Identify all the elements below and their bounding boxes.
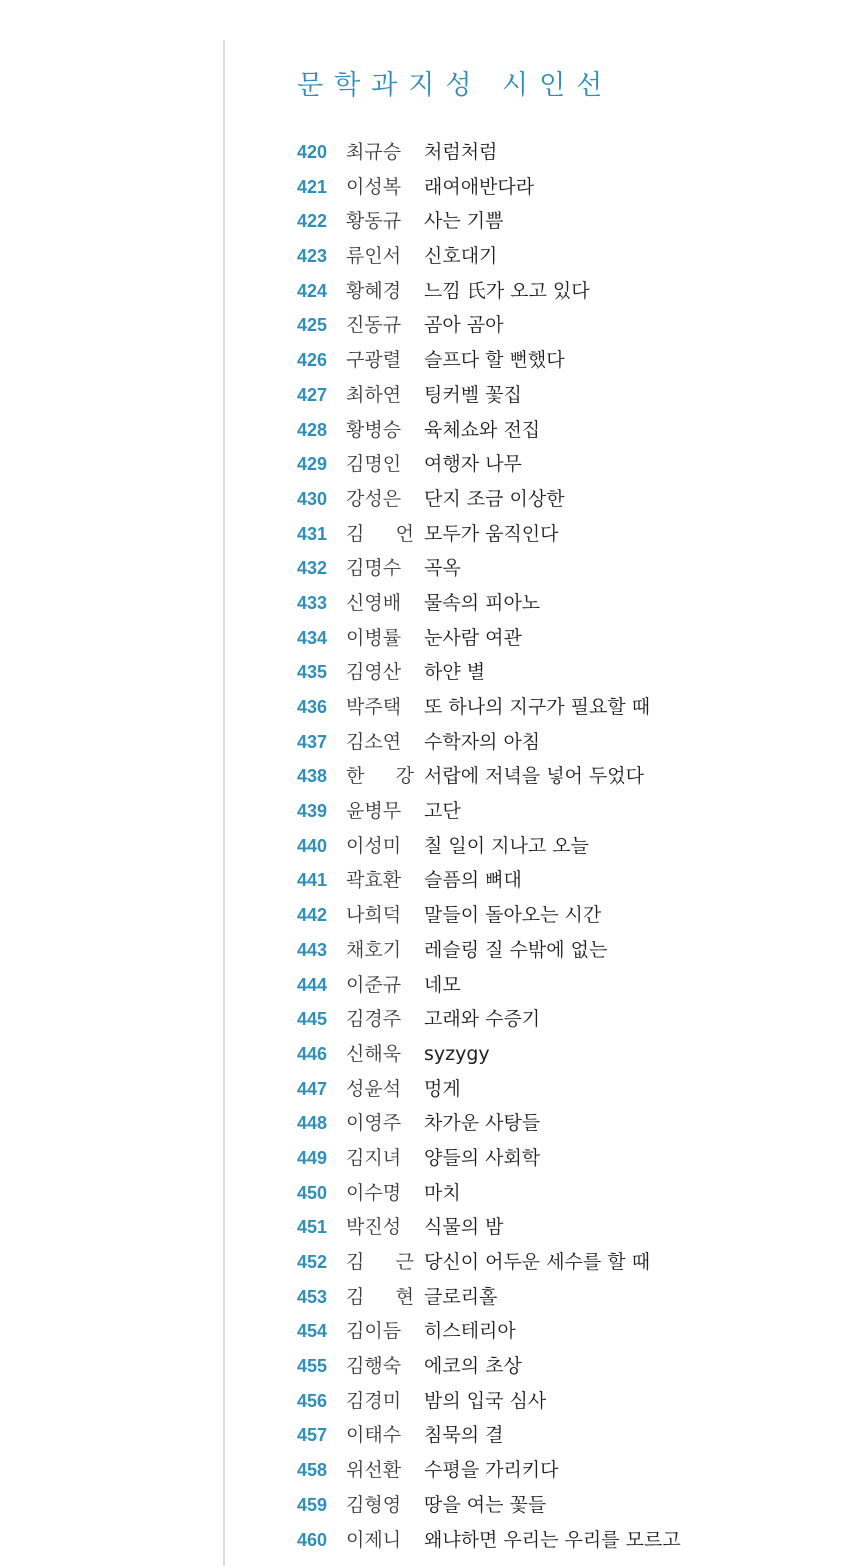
book-author: 김행숙 [346, 1355, 402, 1378]
book-number: 428 [297, 419, 328, 440]
book-list-item [297, 447, 837, 482]
book-list-item [297, 170, 837, 205]
book-title: 마치 [424, 1181, 461, 1204]
book-number: 443 [297, 939, 328, 960]
book-number: 424 [297, 280, 328, 301]
book-number: 432 [297, 558, 328, 579]
book-list-item [297, 378, 837, 413]
book-number: 456 [297, 1390, 328, 1411]
book-author: 나희덕 [346, 904, 402, 927]
book-list-item [297, 933, 837, 968]
book-number: 448 [297, 1113, 328, 1134]
book-list-item [297, 239, 837, 274]
book-author: 최하연 [346, 383, 402, 406]
book-number: 459 [297, 1494, 328, 1515]
book-author: 김소연 [346, 730, 402, 753]
book-list-item [297, 968, 837, 1003]
book-list-item [297, 794, 837, 829]
book-number: 444 [297, 974, 328, 995]
book-title: 당신이 어두운 세수를 할 때 [424, 1251, 651, 1273]
book-list-item [297, 1106, 837, 1141]
book-author: 김경미 [346, 1389, 402, 1412]
book-number: 422 [297, 211, 328, 232]
book-author: 김 근 [346, 1251, 414, 1273]
book-author: 한 강 [346, 765, 414, 788]
book-title: 침묵의 결 [424, 1424, 504, 1447]
book-author: 이병률 [346, 626, 402, 649]
book-title: 신호대기 [424, 245, 498, 268]
book-title: 왜냐하면 우리는 우리를 모르고 [424, 1528, 681, 1551]
book-author: 김경주 [346, 1008, 402, 1031]
book-list-item [297, 898, 837, 933]
book-title: 멍게 [424, 1077, 461, 1100]
book-number: 439 [297, 801, 328, 822]
book-number: 434 [297, 627, 328, 648]
book-author: 이성복 [346, 175, 402, 198]
book-number: 453 [297, 1286, 328, 1307]
book-title: 네모 [424, 973, 461, 996]
book-list-item [297, 274, 837, 309]
book-number: 431 [297, 523, 328, 544]
book-title: 곡옥 [424, 557, 461, 580]
book-list [297, 135, 837, 1557]
book-number: 442 [297, 905, 328, 926]
book-title: 슬픔의 뼈대 [424, 869, 522, 892]
book-title: 육체쇼와 전집 [424, 418, 541, 441]
book-number: 455 [297, 1356, 328, 1377]
book-author: 황혜경 [346, 279, 402, 302]
book-number: 457 [297, 1425, 328, 1446]
book-number: 430 [297, 488, 328, 509]
book-title: 레슬링 질 수밖에 없는 [424, 938, 608, 961]
book-list-item [297, 135, 837, 170]
book-number: 427 [297, 384, 328, 405]
book-title: 수평을 가리키다 [424, 1459, 559, 1482]
book-list-item [297, 343, 837, 378]
book-number: 435 [297, 662, 328, 683]
book-author: 류인서 [346, 245, 402, 268]
book-title: 차가운 사탕들 [424, 1112, 541, 1135]
book-list-item [297, 1002, 837, 1037]
book-list-item [297, 1453, 837, 1488]
book-title: 또 하나의 지구가 필요할 때 [424, 696, 651, 718]
book-author: 황동규 [346, 210, 402, 233]
book-title: 칠 일이 지나고 오늘 [424, 834, 589, 857]
book-author: 곽효환 [346, 869, 402, 892]
book-title: 말들이 돌아오는 시간 [424, 904, 602, 927]
book-list-item [297, 1488, 837, 1523]
book-title: 래여애반다라 [424, 175, 535, 198]
book-list-item [297, 1072, 837, 1107]
page-divider-line [223, 40, 225, 1566]
book-list-item [297, 586, 837, 621]
book-list-item [297, 1141, 837, 1176]
book-author: 김영산 [346, 661, 402, 684]
book-title: 하얀 별 [424, 661, 486, 684]
book-list-item [297, 1418, 837, 1453]
book-title: 글로리홀 [424, 1285, 498, 1308]
book-list-item [297, 863, 837, 898]
book-title: 여행자 나무 [424, 453, 522, 476]
book-author: 위선환 [346, 1459, 402, 1482]
book-list-item [297, 204, 837, 239]
book-number: 429 [297, 454, 328, 475]
book-number: 423 [297, 246, 328, 267]
book-list-item [297, 829, 837, 864]
book-number: 446 [297, 1043, 328, 1064]
book-list-item [297, 1210, 837, 1245]
book-title: 고래와 수증기 [424, 1008, 541, 1031]
book-number: 421 [297, 176, 328, 197]
book-title: 느낌 氏가 오고 있다 [424, 279, 590, 302]
book-list-item [297, 1349, 837, 1384]
book-number: 445 [297, 1009, 328, 1030]
book-list-item [297, 1523, 837, 1558]
book-list-item [297, 308, 837, 343]
book-number: 454 [297, 1321, 328, 1342]
book-list-item [297, 759, 837, 794]
book-title: 에코의 초상 [424, 1355, 522, 1378]
book-number: 425 [297, 315, 328, 336]
book-title: 고단 [424, 800, 461, 823]
book-author: 최규승 [346, 141, 402, 163]
book-author: 진동규 [346, 314, 402, 337]
book-author: 황병승 [346, 418, 402, 441]
book-author: 채호기 [346, 938, 402, 961]
book-title: 양들의 사회학 [424, 1146, 541, 1169]
book-list-item [297, 1280, 837, 1315]
book-list-item [297, 1176, 837, 1211]
book-author: 신영배 [346, 591, 402, 614]
book-number: 451 [297, 1217, 328, 1238]
book-number: 426 [297, 350, 328, 371]
book-author: 이준규 [346, 973, 402, 996]
book-author: 이제니 [346, 1528, 402, 1551]
book-author: 김 현 [346, 1285, 414, 1308]
book-author: 신해욱 [346, 1042, 402, 1065]
book-title: 수학자의 아침 [424, 730, 541, 753]
book-title: 모두가 움직인다 [424, 522, 559, 545]
book-title: 식물의 밤 [424, 1216, 504, 1239]
book-title: syzygy [424, 1042, 490, 1065]
book-author: 박주택 [346, 696, 402, 718]
book-title: 눈사람 여관 [424, 626, 522, 649]
book-author: 성윤석 [346, 1077, 402, 1100]
book-list-item [297, 1245, 837, 1280]
book-author: 이영주 [346, 1112, 402, 1135]
book-author: 강성은 [346, 487, 402, 510]
book-list-item [297, 1037, 837, 1072]
book-list-item [297, 551, 837, 586]
book-author: 이태수 [346, 1424, 402, 1447]
book-list-item [297, 413, 837, 448]
book-list-item [297, 517, 837, 552]
book-number: 460 [297, 1529, 328, 1550]
book-author: 구광렬 [346, 349, 402, 372]
book-list-item [297, 655, 837, 690]
book-list-item [297, 725, 837, 760]
book-author: 이수명 [346, 1181, 402, 1204]
book-author: 김이듬 [346, 1320, 402, 1343]
book-author: 김명수 [346, 557, 402, 580]
book-list-item [297, 1384, 837, 1419]
book-title: 사는 기쁨 [424, 210, 504, 233]
book-title: 히스테리아 [424, 1320, 516, 1343]
book-author: 김지녀 [346, 1146, 402, 1169]
book-author: 윤병무 [346, 800, 402, 823]
book-list-item [297, 690, 837, 725]
book-title: 슬프다 할 뻔했다 [424, 349, 565, 372]
book-number: 450 [297, 1182, 328, 1203]
book-title: 물속의 피아노 [424, 591, 541, 614]
book-author: 김 언 [346, 522, 414, 545]
book-title: 단지 조금 이상한 [424, 487, 565, 510]
book-author: 김명인 [346, 453, 402, 476]
book-number: 420 [297, 142, 328, 162]
book-title: 땅을 여는 꽃들 [424, 1493, 547, 1516]
book-number: 438 [297, 766, 328, 787]
book-number: 452 [297, 1252, 328, 1272]
book-author: 김형영 [346, 1493, 402, 1516]
book-list-item [297, 482, 837, 517]
series-title: 문학과지성 시인선 [297, 70, 614, 101]
book-number: 436 [297, 697, 328, 717]
book-number: 449 [297, 1147, 328, 1168]
book-number: 433 [297, 592, 328, 613]
book-number: 440 [297, 835, 328, 856]
book-number: 458 [297, 1460, 328, 1481]
book-number: 441 [297, 870, 328, 891]
book-list-item [297, 1314, 837, 1349]
book-number: 447 [297, 1078, 328, 1099]
book-title: 처럼처럼 [424, 141, 498, 163]
book-title: 서랍에 저녁을 넣어 두었다 [424, 765, 645, 788]
book-list-item [297, 621, 837, 656]
book-title: 팅커벨 꽃집 [424, 383, 522, 406]
book-author: 이성미 [346, 834, 402, 857]
book-title: 밤의 입국 심사 [424, 1389, 547, 1412]
book-author: 박진성 [346, 1216, 402, 1239]
book-title: 곰아 곰아 [424, 314, 504, 337]
book-number: 437 [297, 731, 328, 752]
